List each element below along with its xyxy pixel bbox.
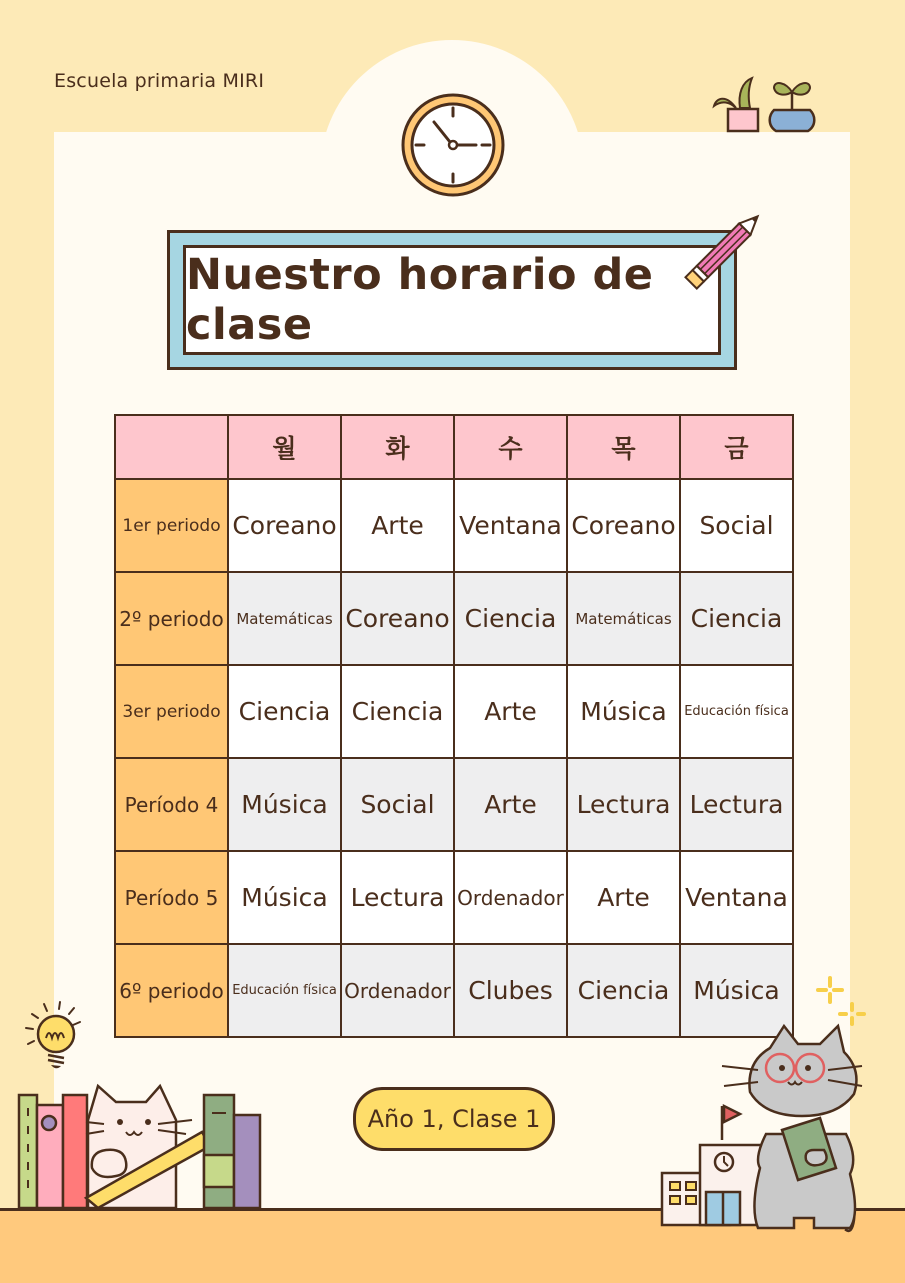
subject-cell: Ciencia: [228, 665, 341, 758]
period-label: 3er periodo: [115, 665, 228, 758]
subject-cell: Ciencia: [454, 572, 567, 665]
subject-cell: Social: [680, 479, 793, 572]
period-label: 2º periodo: [115, 572, 228, 665]
subject-cell: Matemáticas: [567, 572, 680, 665]
subject-cell: Clubes: [454, 944, 567, 1037]
timetable-header-row: [115, 415, 793, 479]
day-header-mon: 월: [228, 415, 341, 479]
subject-cell: Arte: [454, 665, 567, 758]
subject-cell: Matemáticas: [228, 572, 341, 665]
period-label: 1er periodo: [115, 479, 228, 572]
plant-pot-icon: [714, 78, 758, 131]
period-label: Período 5: [115, 851, 228, 944]
subject-cell: Música: [680, 944, 793, 1037]
subject-cell: Arte: [341, 479, 454, 572]
plant-pots-icon: [712, 76, 822, 134]
subject-cell: Arte: [567, 851, 680, 944]
lightbulb-icon: [20, 998, 90, 1078]
subject-cell: Música: [228, 851, 341, 944]
table-row: [115, 479, 793, 572]
books-icon: [19, 1095, 87, 1208]
title-frame: [167, 230, 737, 370]
period-label: 6º periodo: [115, 944, 228, 1037]
subject-cell: Lectura: [680, 758, 793, 851]
day-header-fri: 금: [680, 415, 793, 479]
table-row: [115, 851, 793, 944]
sprout-pot-icon: [770, 83, 815, 131]
title-box: [183, 245, 721, 355]
subject-cell: Ciencia: [567, 944, 680, 1037]
table-row: [115, 758, 793, 851]
table-row: [115, 665, 793, 758]
subject-cell: Social: [341, 758, 454, 851]
white-cat-icon: [86, 1086, 260, 1208]
class-badge: Año 1, Clase 1: [353, 1087, 555, 1151]
subject-cell: Coreano: [228, 479, 341, 572]
subject-cell: Lectura: [341, 851, 454, 944]
day-header-tue: 화: [341, 415, 454, 479]
books-and-cat-icon: [16, 1080, 266, 1210]
subject-cell: Música: [228, 758, 341, 851]
subject-cell: Educación física: [680, 665, 793, 758]
subject-cell: Ordenador: [341, 944, 454, 1037]
subject-cell: Ordenador: [454, 851, 567, 944]
clock-icon: [400, 92, 506, 198]
day-header-wed: 수: [454, 415, 567, 479]
timetable: [114, 414, 794, 1038]
subject-cell: Coreano: [341, 572, 454, 665]
subject-cell: Lectura: [567, 758, 680, 851]
subject-cell: Educación física: [228, 944, 341, 1037]
school-name: Escuela primaria MIRI: [54, 70, 265, 92]
pencil-icon: [672, 210, 764, 302]
subject-cell: Ventana: [454, 479, 567, 572]
day-header-thu: 목: [567, 415, 680, 479]
subject-cell: Ventana: [680, 851, 793, 944]
subject-cell: Música: [567, 665, 680, 758]
corner-cell: [115, 415, 228, 479]
subject-cell: Arte: [454, 758, 567, 851]
subject-cell: Ciencia: [680, 572, 793, 665]
gray-cat-and-school-icon: [658, 1020, 873, 1250]
page-title: Nuestro horario de clase: [186, 250, 654, 350]
subject-cell: Ciencia: [341, 665, 454, 758]
period-label: Período 4: [115, 758, 228, 851]
table-row: [115, 572, 793, 665]
subject-cell: Coreano: [567, 479, 680, 572]
